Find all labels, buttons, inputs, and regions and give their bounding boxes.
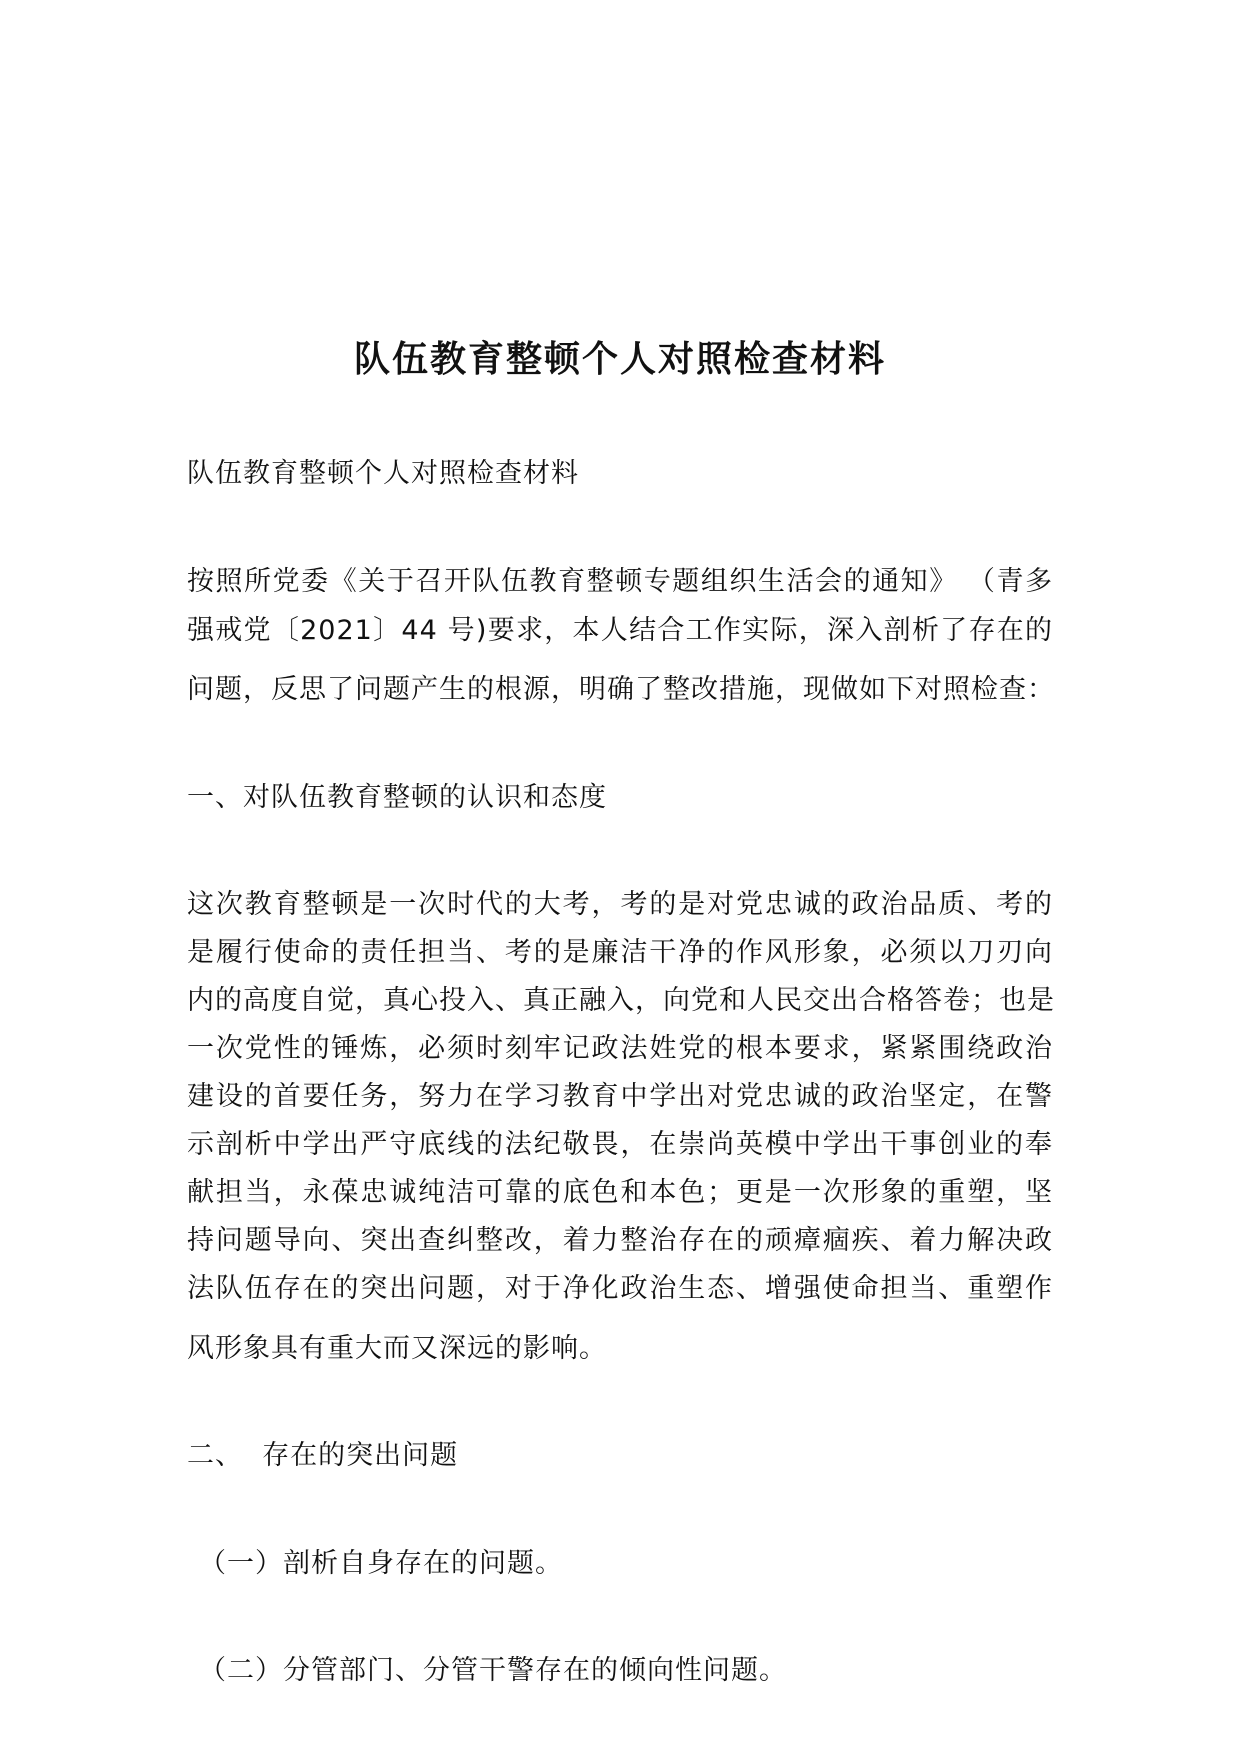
intro-line-2: 强戒党〔2021〕44 号)要求，本人结合工作实际，深入剖析了存在的 <box>187 615 1053 646</box>
intro-line-3: 问题，反思了问题产生的根源，明确了整改措施，现做如下对照检查： <box>187 674 1055 705</box>
section1-line-3: 内的高度自觉，真心投入、真正融入，向党和人民交出合格答卷；也是 <box>187 985 1055 1016</box>
document-subtitle: 队伍教育整顿个人对照检查材料 <box>187 458 579 489</box>
section2-heading: 二、 存在的突出问题 <box>187 1440 459 1471</box>
section1-line-8: 持问题导向、突出查纠整改，着力整治存在的顽瘴痼疾、着力解决政 <box>187 1225 1053 1256</box>
section2-item-2: （二）分管部门、分管干警存在的倾向性问题。 <box>199 1655 787 1686</box>
section1-line-4: 一次党性的锤炼，必须时刻牢记政法姓党的根本要求，紧紧围绕政治 <box>187 1033 1053 1064</box>
section1-line-2: 是履行使命的责任担当、考的是廉洁干净的作风形象，必须以刀刃向 <box>187 937 1053 968</box>
document-title: 队伍教育整顿个人对照检查材料 <box>353 339 886 380</box>
section1-line-9: 法队伍存在的突出问题，对于净化政治生态、增强使命担当、重塑作 <box>187 1273 1053 1304</box>
section1-line-7: 献担当，永葆忠诚纯洁可靠的底色和本色；更是一次形象的重塑，坚 <box>187 1177 1053 1208</box>
section1-line-10: 风形象具有重大而又深远的影响。 <box>187 1333 607 1364</box>
section1-line-6: 示剖析中学出严守底线的法纪敬畏，在崇尚英模中学出干事创业的奉 <box>187 1129 1053 1160</box>
section1-line-1: 这次教育整顿是一次时代的大考，考的是对党忠诚的政治品质、考的 <box>187 889 1053 920</box>
section1-line-5: 建设的首要任务，努力在学习教育中学出对党忠诚的政治坚定，在警 <box>187 1081 1053 1112</box>
section2-item-1: （一）剖析自身存在的问题。 <box>199 1548 563 1579</box>
intro-line-1: 按照所党委《关于召开队伍教育整顿专题组织生活会的通知》 （青多 <box>187 566 1053 597</box>
section1-heading: 一、对队伍教育整顿的认识和态度 <box>187 782 607 813</box>
